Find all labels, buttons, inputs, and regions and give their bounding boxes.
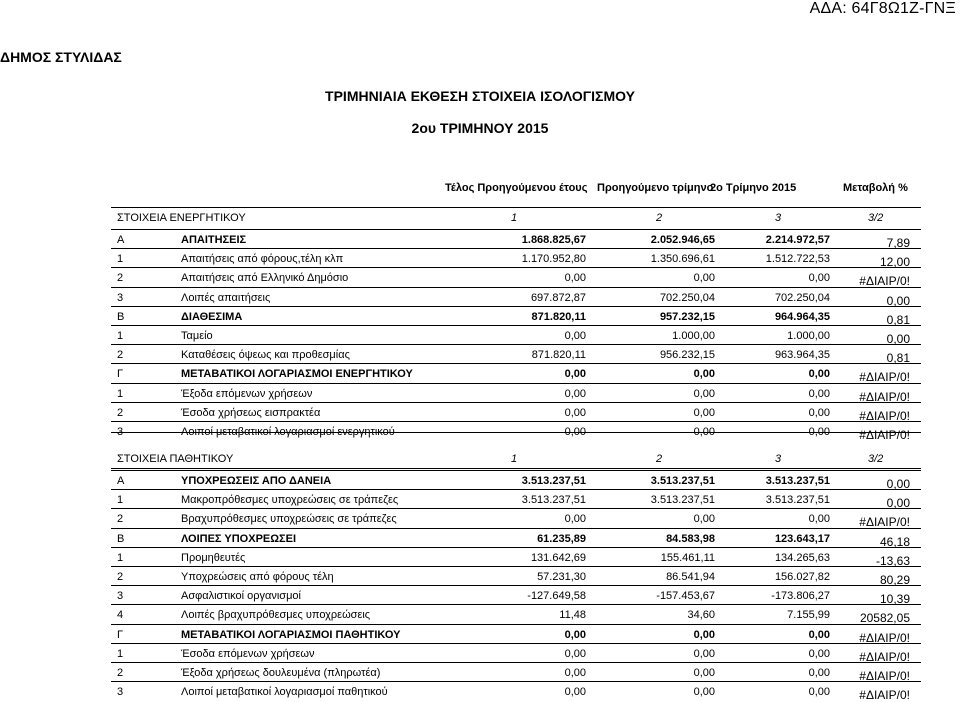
col-num-2: 2 bbox=[656, 453, 663, 465]
row-code: Γ bbox=[117, 368, 124, 381]
row-value-prev-year-end: 1.170.952,80 bbox=[521, 253, 586, 266]
row-value-quarter2: 123.643,17 bbox=[774, 532, 830, 545]
row-code: 1 bbox=[117, 551, 124, 564]
row-description: Έξοδα χρήσεως δουλευμένα (πληρωτέα) bbox=[181, 667, 381, 679]
row-value-prev-quarter: 0,00 bbox=[693, 272, 715, 285]
row-value-quarter2: 134.265,63 bbox=[774, 551, 830, 564]
row-value-prev-year-end: 11,48 bbox=[559, 609, 586, 622]
row-description: Λοιπές απαιτήσεις bbox=[181, 291, 271, 304]
table-row bbox=[0, 625, 960, 645]
row-description: ΜΕΤΑΒΑΤΙΚΟΙ ΛΟΓΑΡΙΑΣΜΟΙ ΠΑΘΗΤΙΚΟΥ bbox=[181, 628, 401, 641]
table-row bbox=[0, 663, 960, 683]
row-value-prev-year-end: 1.868.825,67 bbox=[521, 234, 586, 246]
row-value-prev-quarter: 0,00 bbox=[693, 426, 715, 438]
row-value-prev-year-end: 57.231,30 bbox=[537, 571, 586, 583]
liabilities-section-title: ΣΤΟΙΧΕΙΑ ΠΑΘΗΤΙΚΟΥ bbox=[117, 453, 234, 465]
row-code: 2 bbox=[117, 272, 124, 285]
row-description: Προμηθευτές bbox=[181, 551, 246, 564]
municipality-name: ΔΗΜΟΣ ΣΤΥΛΙΔΑΣ bbox=[0, 49, 122, 65]
col-num-3: 3 bbox=[775, 453, 782, 465]
row-value-prev-quarter: 0,00 bbox=[693, 628, 715, 641]
row-code: 2 bbox=[117, 349, 124, 362]
row-description: Απαιτήσεις από φόρους,τέλη κλπ bbox=[181, 253, 344, 266]
row-change-pct: 12,00 bbox=[879, 255, 910, 270]
table-row bbox=[0, 509, 960, 529]
row-change-pct: #ΔΙΑΙΡ/0! bbox=[859, 408, 910, 423]
row-change-pct: 80,29 bbox=[879, 573, 910, 587]
ada-code: ΑΔΑ: 64Γ8Ω1Ζ-ΓΝΞ bbox=[809, 0, 956, 17]
row-value-quarter2: 0,00 bbox=[808, 387, 830, 400]
row-description: Απαιτήσεις από Ελληνικό Δημόσιο bbox=[181, 272, 349, 285]
row-description: ΜΕΤΑΒΑΤΙΚΟΙ ΛΟΓΑΡΙΑΣΜΟΙ ΕΝΕΡΓΗΤΙΚΟΥ bbox=[181, 368, 413, 381]
row-value-prev-year-end: 0,00 bbox=[564, 647, 586, 660]
row-value-quarter2: 2.214.972,57 bbox=[765, 234, 830, 246]
row-description: Μακροπρόθεσμες υποχρεώσεις σε τράπεζες bbox=[181, 494, 399, 507]
table-row bbox=[0, 471, 960, 491]
row-change-pct: #ΔΙΑΙΡ/0! bbox=[859, 274, 910, 289]
row-value-prev-quarter: 1.000,00 bbox=[672, 330, 715, 342]
row-change-pct: 7,89 bbox=[886, 236, 910, 250]
col-num-ratio: 3/2 bbox=[868, 212, 884, 224]
row-description: Ταμείο bbox=[181, 330, 213, 342]
row-description: Λοιποί μεταβατικοί λογαριασμοί ενεργητικού bbox=[181, 426, 395, 438]
row-change-pct: #ΔΙΑΙΡ/0! bbox=[859, 630, 910, 645]
row-description: Λοιποί μεταβατικοί λογαριασμοί παθητικού bbox=[181, 686, 388, 699]
row-description: Έξοδα επόμενων χρήσεων bbox=[181, 387, 313, 400]
row-code: Β bbox=[117, 532, 125, 545]
table-row bbox=[0, 490, 960, 510]
row-code: 3 bbox=[117, 426, 124, 438]
row-description: Ασφαλιστικοί οργανισμοί bbox=[181, 590, 301, 603]
report-subtitle: 2ου ΤΡΙΜΗΝΟΥ 2015 bbox=[411, 120, 549, 136]
row-value-prev-year-end: 61.235,89 bbox=[537, 532, 586, 545]
row-value-prev-quarter: 0,00 bbox=[693, 686, 715, 699]
row-value-quarter2: 1.512.722,53 bbox=[765, 253, 830, 266]
row-code: 2 bbox=[117, 667, 124, 679]
row-change-pct: 46,18 bbox=[879, 534, 910, 549]
row-code: 4 bbox=[117, 609, 124, 622]
row-value-prev-year-end: 0,00 bbox=[564, 426, 586, 438]
table-row bbox=[0, 288, 960, 308]
row-value-quarter2: 7.155,99 bbox=[787, 609, 830, 622]
col-num-1: 1 bbox=[511, 453, 518, 465]
row-value-prev-quarter: 84.583,98 bbox=[666, 532, 715, 545]
row-value-quarter2: 0,00 bbox=[808, 628, 830, 641]
row-code: 1 bbox=[117, 387, 124, 400]
col-num-3: 3 bbox=[775, 212, 782, 224]
row-value-prev-year-end: 0,00 bbox=[564, 406, 586, 419]
row-description: Βραχυπρόθεσμες υποχρεώσεις σε τράπεζες bbox=[181, 513, 397, 526]
row-value-prev-quarter: 0,00 bbox=[693, 368, 715, 381]
row-value-quarter2: 0,00 bbox=[808, 647, 830, 660]
row-code: 1 bbox=[117, 330, 124, 342]
row-description: ΥΠΟΧΡΕΩΣΕΙΣ ΑΠΟ ΔΑΝΕΙΑ bbox=[181, 475, 332, 487]
row-value-quarter2: 964.964,35 bbox=[774, 310, 830, 323]
row-code: 2 bbox=[117, 513, 124, 526]
row-change-pct: #ΔΙΑΙΡ/0! bbox=[859, 389, 910, 404]
row-value-prev-quarter: 957.232,15 bbox=[659, 310, 715, 323]
row-value-quarter2: 702.250,04 bbox=[774, 291, 830, 304]
row-value-quarter2: 0,00 bbox=[808, 667, 830, 679]
table-row bbox=[0, 268, 960, 288]
row-value-prev-year-end: 3.513.237,51 bbox=[521, 494, 586, 507]
row-value-prev-quarter: 3.513.237,51 bbox=[650, 494, 715, 507]
row-change-pct: -13,63 bbox=[875, 553, 910, 568]
row-value-prev-year-end: 0,00 bbox=[564, 272, 586, 285]
row-description: Καταθέσεις όψεως και προθεσμίας bbox=[181, 349, 350, 362]
row-value-quarter2: 1.000,00 bbox=[787, 330, 830, 342]
row-code: Β bbox=[117, 310, 125, 323]
row-code: 1 bbox=[117, 494, 124, 507]
assets-section-header bbox=[0, 208, 960, 228]
col-header-prev-year-end: Τέλος Προηγούμενου έτους bbox=[445, 182, 588, 194]
table-row bbox=[0, 567, 960, 587]
row-change-pct: 0,00 bbox=[886, 477, 910, 491]
row-value-prev-quarter: 1.350.696,61 bbox=[650, 253, 715, 266]
row-description: ΑΠΑΙΤΗΣΕΙΣ bbox=[181, 234, 247, 246]
row-value-prev-year-end: 3.513.237,51 bbox=[521, 475, 586, 487]
row-value-quarter2: 0,00 bbox=[808, 426, 830, 438]
col-header-change-pct: Μεταβολή % bbox=[843, 182, 908, 194]
row-value-quarter2: 963.964,35 bbox=[774, 349, 830, 362]
row-value-prev-quarter: 86.541,94 bbox=[666, 571, 715, 583]
row-value-prev-quarter: 702.250,04 bbox=[659, 291, 715, 304]
row-value-prev-quarter: 155.461,11 bbox=[660, 551, 715, 564]
row-value-prev-quarter: 0,00 bbox=[693, 406, 715, 419]
report-title: ΤΡΙΜΗΝΙΑΙΑ ΕΚΘΕΣΗ ΣΤΟΙΧΕΙΑ ΙΣΟΛΟΓΙΣΜΟΥ bbox=[325, 88, 635, 104]
row-value-prev-quarter: 0,00 bbox=[693, 513, 715, 526]
row-value-prev-quarter: 0,00 bbox=[693, 647, 715, 660]
row-value-prev-quarter: -157.453,67 bbox=[656, 590, 715, 603]
row-value-prev-year-end: 131.642,69 bbox=[530, 551, 586, 564]
table-row bbox=[0, 249, 960, 269]
row-code: Α bbox=[117, 475, 125, 487]
col-header-prev-quarter: Προηγούμενο τρίμηνο bbox=[597, 182, 714, 194]
row-value-quarter2: 0,00 bbox=[808, 368, 830, 381]
table-row bbox=[0, 307, 960, 327]
table-row bbox=[0, 364, 960, 384]
row-description: Υποχρεώσεις από φόρους τέλη bbox=[181, 571, 334, 583]
row-code: Α bbox=[117, 234, 125, 246]
row-value-prev-year-end: 871.820,11 bbox=[531, 310, 586, 323]
table-row bbox=[0, 345, 960, 365]
row-value-quarter2: 0,00 bbox=[808, 272, 830, 285]
col-num-2: 2 bbox=[656, 212, 663, 224]
row-value-prev-year-end: 0,00 bbox=[564, 330, 586, 342]
row-value-prev-year-end: 0,00 bbox=[564, 368, 586, 381]
liabilities-header-divider bbox=[111, 468, 921, 469]
row-value-quarter2: 0,00 bbox=[808, 513, 830, 526]
table-row bbox=[0, 384, 960, 404]
row-value-prev-quarter: 0,00 bbox=[693, 667, 715, 679]
row-code: 3 bbox=[117, 686, 124, 699]
row-code: 2 bbox=[117, 571, 124, 583]
row-value-prev-year-end: 0,00 bbox=[564, 686, 586, 699]
table-row bbox=[0, 548, 960, 568]
assets-bottom-divider bbox=[111, 432, 921, 433]
row-change-pct: #ΔΙΑΙΡ/0! bbox=[859, 428, 910, 442]
row-change-pct: 10,39 bbox=[879, 592, 910, 607]
row-value-prev-year-end: 697.872,87 bbox=[530, 291, 586, 304]
row-value-quarter2: 3.513.237,51 bbox=[765, 475, 830, 487]
row-value-prev-year-end: 0,00 bbox=[564, 667, 586, 679]
row-change-pct: 0,81 bbox=[886, 351, 910, 366]
row-value-prev-year-end: -127.649,58 bbox=[527, 590, 586, 603]
row-change-pct: 0,00 bbox=[886, 293, 910, 308]
row-code: 2 bbox=[117, 406, 124, 419]
table-row bbox=[0, 682, 960, 702]
row-change-pct: #ΔΙΑΙΡ/0! bbox=[859, 649, 910, 664]
row-value-prev-quarter: 956.232,15 bbox=[659, 349, 715, 362]
row-code: 1 bbox=[117, 647, 124, 660]
row-change-pct: #ΔΙΑΙΡ/0! bbox=[859, 669, 910, 683]
row-change-pct: 0,00 bbox=[886, 332, 910, 346]
row-code: 1 bbox=[117, 253, 124, 266]
row-description: ΛΟΙΠΕΣ ΥΠΟΧΡΕΩΣΕΙ bbox=[181, 532, 297, 545]
assets-section-title: ΣΤΟΙΧΕΙΑ ΕΝΕΡΓΗΤΙΚΟΥ bbox=[117, 212, 246, 224]
row-value-prev-year-end: 0,00 bbox=[564, 513, 586, 526]
col-header-quarter2: 2ο Τρίμηνο 2015 bbox=[710, 182, 797, 194]
row-description: Έσοδα επόμενων χρήσεων bbox=[181, 647, 315, 660]
row-value-quarter2: 156.027,82 bbox=[774, 571, 830, 583]
row-code: 3 bbox=[117, 291, 124, 304]
row-description: Έσοδα χρήσεως εισπρακτέα bbox=[181, 406, 321, 419]
table-row bbox=[0, 403, 960, 423]
table-row bbox=[0, 326, 960, 346]
row-value-quarter2: 0,00 bbox=[808, 406, 830, 419]
row-value-prev-quarter: 0,00 bbox=[693, 387, 715, 400]
col-num-ratio: 3/2 bbox=[868, 453, 884, 465]
row-value-prev-quarter: 34,60 bbox=[687, 609, 715, 622]
table-row bbox=[0, 529, 960, 549]
row-value-prev-year-end: 0,00 bbox=[564, 628, 586, 641]
row-description: ΔΙΑΘΕΣΙΜΑ bbox=[181, 310, 243, 323]
row-change-pct: 0,81 bbox=[886, 312, 910, 327]
table-row bbox=[0, 605, 960, 625]
table-row bbox=[0, 586, 960, 606]
row-change-pct: #ΔΙΑΙΡ/0! bbox=[859, 688, 910, 702]
row-change-pct: 0,00 bbox=[886, 496, 910, 511]
row-value-prev-year-end: 871.820,11 bbox=[531, 349, 586, 362]
row-code: 3 bbox=[117, 590, 124, 603]
table-row bbox=[0, 644, 960, 664]
row-change-pct: #ΔΙΑΙΡ/0! bbox=[859, 515, 910, 530]
row-value-quarter2: 3.513.237,51 bbox=[765, 494, 830, 507]
row-change-pct: #ΔΙΑΙΡ/0! bbox=[859, 370, 910, 385]
row-change-pct: 20582,05 bbox=[859, 611, 910, 626]
row-value-quarter2: 0,00 bbox=[808, 686, 830, 699]
liabilities-section-header bbox=[0, 449, 960, 469]
row-value-quarter2: -173.806,27 bbox=[771, 590, 830, 603]
row-value-prev-quarter: 2.052.946,65 bbox=[650, 234, 715, 246]
row-value-prev-year-end: 0,00 bbox=[564, 387, 586, 400]
row-description: Λοιπές βραχυπρόθεσμες υποχρεώσεις bbox=[181, 609, 371, 622]
row-value-prev-quarter: 3.513.237,51 bbox=[650, 475, 715, 487]
table-row bbox=[0, 230, 960, 250]
row-code: Γ bbox=[117, 628, 124, 641]
col-num-1: 1 bbox=[511, 212, 518, 224]
